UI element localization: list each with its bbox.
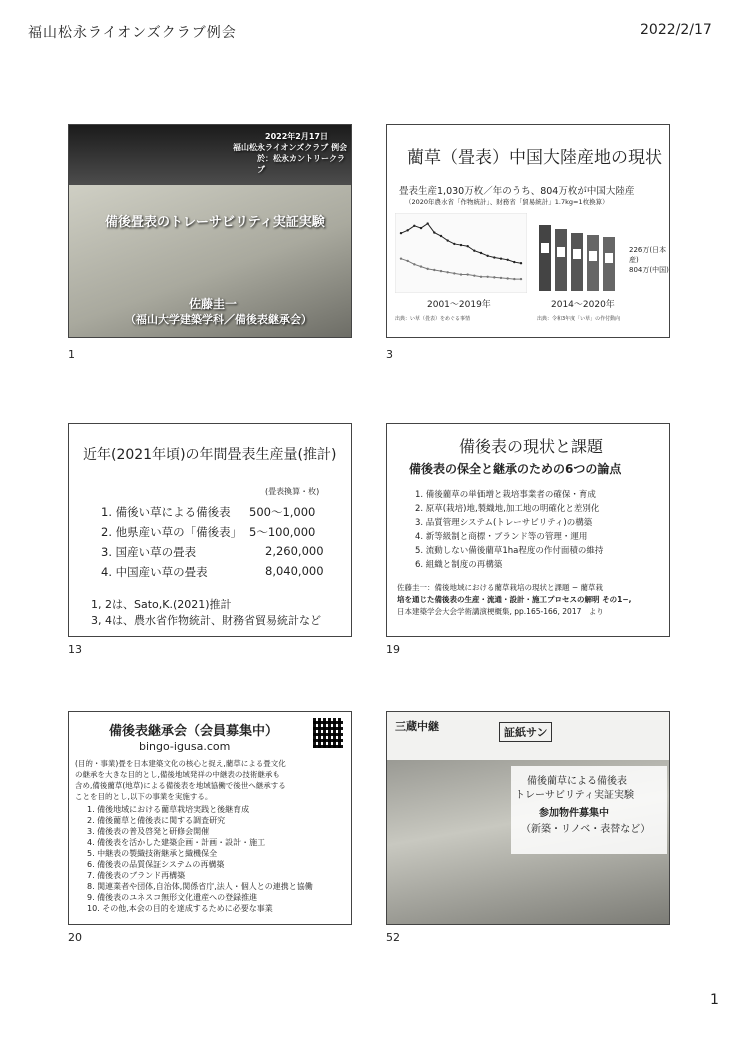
data-point [466, 245, 468, 247]
slide13-note1: 1, 2は、Sato,K.(2021)推計 [91, 598, 232, 611]
slide20-item: 9. 備後表のユネスコ無形文化遺産への登録推進 [87, 893, 258, 902]
data-point [480, 276, 482, 278]
data-point [506, 259, 508, 261]
slide1-club: 福山松永ライオンズクラブ 例会 [233, 143, 348, 152]
slide20-item: 5. 中継表の製織技術継承と織機保全 [87, 849, 218, 858]
slide3-label-china: 804万(中国) [629, 266, 669, 274]
data-point [400, 257, 402, 259]
data-point [513, 278, 515, 280]
slide20-item: 2. 備後藺草と備後表に関する調査研究 [87, 816, 226, 825]
slide52-line3: 参加物件募集中 [539, 808, 609, 819]
data-point [413, 263, 415, 265]
data-point [473, 250, 475, 252]
data-point [446, 271, 448, 273]
slide19-item: 6. 組織と制度の再構築 [415, 560, 503, 570]
slide20-intro: ことを目的とし,以下の事業を実施する。 [75, 792, 213, 801]
slide20-item: 7. 備後表のブランド再構築 [87, 871, 186, 880]
bar-2015 [555, 229, 567, 291]
data-point [486, 255, 488, 257]
data-point [440, 270, 442, 272]
data-point [420, 227, 422, 229]
slide13-title: 近年(2021年頃)の年間畳表生産量(推計) [83, 447, 337, 463]
data-point [440, 235, 442, 237]
slide19-ref1: 佐藤圭一：備後地域における藺草栽培の現状と課題 − 藺草栽 [397, 583, 604, 592]
data-point [446, 239, 448, 241]
data-point [520, 262, 522, 264]
slide52-line1: 備後藺草による備後表 [527, 776, 627, 787]
slide20-item: 8. 関連業者や団体,自治体,関係省庁,法人・個人との連携と協働 [87, 882, 313, 891]
slide13-row-label: 1. 備後い草による備後表 [101, 505, 231, 519]
slide20-item: 1. 備後地域における藺草栽培実践と後継育成 [87, 805, 250, 814]
slide-number-1: 1 [68, 348, 75, 361]
slide52-line4: （新築・リノベ・表替など） [521, 824, 651, 835]
slide3-cite2: 出典：令和3年度「い草」の作付動向 [537, 316, 621, 322]
slide52-line2: トレーサビリティ実証実験 [515, 790, 634, 801]
data-point [400, 232, 402, 234]
slide13-unit: (畳表換算・枚) [265, 487, 320, 496]
slide19-item: 5. 流動しない備後藺草1ha程度の作付面積の維持 [415, 546, 604, 556]
bar-2018 [603, 237, 615, 291]
slide52-brand: 三蔵中継 [395, 720, 439, 733]
slide19-item: 4. 新等級制と商標・ブランド等の管理・運用 [415, 532, 588, 542]
slide20-item: 3. 備後表の普及啓発と研修会開催 [87, 827, 210, 836]
bar-2014 [539, 225, 551, 291]
slide19-item: 3. 品質管理システム(トレーサビリティ)の構築 [415, 518, 593, 528]
slide-number-19: 19 [386, 643, 400, 656]
data-point [473, 274, 475, 276]
slide19-title: 備後表の現状と課題 [459, 437, 604, 456]
bar-label-box [573, 249, 581, 259]
data-point [413, 225, 415, 227]
data-point [426, 268, 428, 270]
slide1-venue: 於：松永カントリークラブ [257, 154, 345, 174]
slide1-speaker: 佐藤圭一 [189, 297, 238, 311]
data-point [426, 222, 428, 224]
data-point [493, 276, 495, 278]
slide19-ref2: 培を通じた備後表の生産・流通・設計・施工プロセスの解明 その1−, [397, 595, 632, 604]
data-point [513, 261, 515, 263]
document-title: 福山松永ライオンズクラブ例会 [28, 25, 237, 41]
page-number: 1 [710, 992, 719, 1008]
slide1-date: 2022年2月17日 [265, 132, 328, 141]
data-point [420, 265, 422, 267]
slide13-row-label: 4. 中国産い草の畳表 [101, 565, 208, 579]
data-point [453, 243, 455, 245]
slide-20 [68, 711, 352, 925]
data-point [520, 278, 522, 280]
bar-label-box [541, 243, 549, 253]
data-point [406, 229, 408, 231]
slide-13 [68, 423, 352, 637]
slide20-item: 4. 備後表を活かした建築企画・計画・設計・施工 [87, 838, 266, 847]
slide20-intro: の継承を大きな目的とし,備後地域発祥の中継表の技術継承も [75, 770, 280, 779]
slide-3 [386, 124, 670, 338]
slide-number-3: 3 [386, 348, 393, 361]
data-point [480, 252, 482, 254]
bar-label-box [589, 251, 597, 261]
slide3-period1: 2001〜2019年 [427, 300, 491, 310]
slide3-label-japan: 226万(日本産) [629, 246, 667, 264]
data-point [406, 260, 408, 262]
slide1-title: 備後畳表のトレーサビリティ実証実験 [105, 215, 325, 230]
slide52-cert: 証紙サン [499, 722, 552, 742]
data-point [433, 269, 435, 271]
data-point [500, 257, 502, 259]
data-point [493, 256, 495, 258]
slide3-cite1: 出典：い草（畳表）をめぐる事情 [395, 316, 471, 322]
slide20-intro: (目的・事業)畳を日本建築文化の核心と捉え,藺草による畳文化 [75, 759, 286, 768]
slide13-row-label: 2. 他県産い草の「備後表」 [101, 525, 243, 539]
data-point [460, 244, 462, 246]
bar-2016 [571, 233, 583, 291]
data-point [506, 277, 508, 279]
slide3-source: （2020年農水省「作物統計」、財務省「貿易統計」1.7kg=1枚換算） [405, 198, 609, 206]
data-point [460, 273, 462, 275]
slide19-subtitle: 備後表の保全と継承のための6つの論点 [409, 462, 622, 476]
slide20-item: 6. 備後表の品質保証システムの再構築 [87, 860, 225, 869]
slide-number-20: 20 [68, 931, 82, 944]
slide1-affiliation: （福山大学建築学科／備後表継承会） [125, 313, 312, 326]
slide13-row-value: 2,260,000 [265, 544, 324, 558]
slide13-note2: 3, 4は、農水省作物統計、財務省貿易統計など [91, 614, 321, 627]
slide3-period2: 2014〜2020年 [551, 300, 615, 310]
slide20-title: 備後表継承会（会員募集中） [109, 724, 279, 739]
slide3-subtitle: 畳表生産1,030万枚／年のうち、804万枚が中国大陸産 [399, 186, 635, 197]
slide13-row-value: 8,040,000 [265, 564, 324, 578]
slide-19 [386, 423, 670, 637]
stacked-bar-chart [533, 213, 625, 297]
slide20-url: bingo-igusa.com [139, 740, 231, 753]
slide19-item: 1. 備後藺草の単価増と栽培事業者の確保・育成 [415, 490, 596, 500]
data-point [433, 231, 435, 233]
slide13-row-value: 5〜100,000 [249, 525, 316, 539]
slide-number-52: 52 [386, 931, 400, 944]
slide13-row-value: 500〜1,000 [249, 505, 316, 519]
bar-label-box [557, 247, 565, 257]
data-point [500, 277, 502, 279]
slide-1 [68, 124, 352, 338]
slide13-row-label: 3. 国産い草の畳表 [101, 545, 197, 559]
slide19-ref3: 日本建築学会大会学術講演梗概集, pp.165-166, 2017 より [397, 607, 604, 616]
bar-label-box [605, 253, 613, 263]
slide-52 [386, 711, 670, 925]
slide-number-13: 13 [68, 643, 82, 656]
slide19-item: 2. 原草(栽培)地,製織地,加工地の明確化と差別化 [415, 504, 600, 514]
slide20-intro: 含め,備後藺草(地草)による備後表を地域協働で後世へ継承する [75, 781, 286, 790]
slide20-item: 10. その他,本会の目的を達成するために必要な事業 [87, 904, 273, 913]
data-point [486, 276, 488, 278]
slide3-title: 藺草（畳表）中国大陸産地の現状 [407, 148, 662, 168]
document-date: 2022/2/17 [640, 22, 712, 38]
bar-2017 [587, 235, 599, 291]
data-point [466, 273, 468, 275]
data-point [453, 272, 455, 274]
line-chart [395, 213, 527, 293]
qr-code-icon [313, 718, 343, 748]
